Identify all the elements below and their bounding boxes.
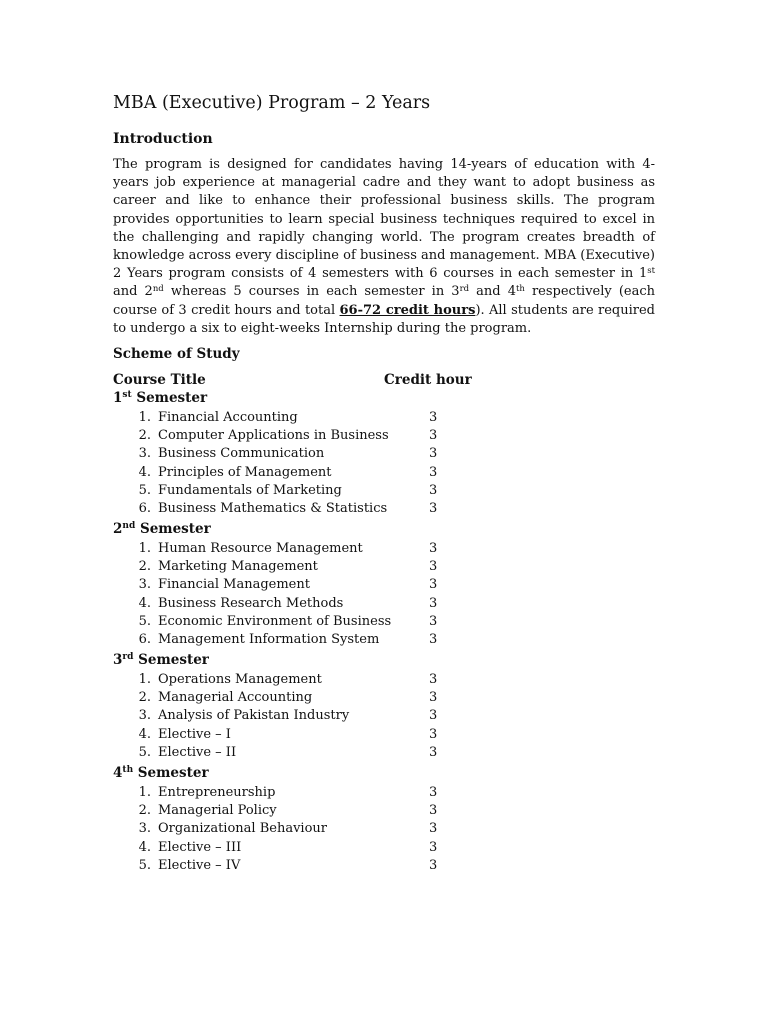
course-number: 1. <box>138 410 151 425</box>
intro-text-part: The program is designed for candidates having 14-years of education with 4-years job experience at managerial cadre and they want to adopt business as career and like to enhance their professional business skills. The program provides opportunities to learn special business techniques required to excel in the challenging and rapidly changing world. The program creates breadth of knowledge across every discipline of business and management. MBA (Executive) 2 Years program consists of 4 semesters with 6 courses in each semester in 1 <box>113 157 655 282</box>
total-credit-hours: 66-72 credit hours <box>339 302 476 318</box>
intro-text-part: whereas 5 courses in each semester in 3 <box>163 284 460 300</box>
course-row <box>113 613 453 631</box>
course-credit: 3 <box>429 559 438 575</box>
ordinal-suffix: nd <box>122 521 136 531</box>
course-credit: 3 <box>429 803 438 819</box>
course-row <box>113 857 453 875</box>
semester-number: 4 <box>113 765 123 781</box>
intro-text-part: and 2 <box>113 284 153 300</box>
course-number: 2. <box>138 559 151 575</box>
course-title: Human Resource Management <box>158 541 363 556</box>
course-row <box>113 707 453 725</box>
semester-label: Semester <box>135 521 211 537</box>
semester-label: Semester <box>133 652 209 668</box>
course-title: Elective – III <box>158 839 242 855</box>
course-number: 3. <box>138 708 151 724</box>
course-title: Economic Environment of Business <box>158 613 392 629</box>
course-title: Entrepreneurship <box>158 785 276 800</box>
course-number: 3. <box>138 577 151 593</box>
course-title: Elective – I <box>158 726 231 742</box>
course-number: 2. <box>138 428 151 444</box>
course-row <box>113 744 453 762</box>
course-row <box>113 445 453 463</box>
semester-1-course-list <box>113 409 453 518</box>
course-credit: 3 <box>429 595 438 611</box>
semester-4-course-list <box>113 784 453 875</box>
course-row <box>113 802 453 820</box>
course-row <box>113 482 453 500</box>
semester-label: Semester <box>131 390 208 406</box>
ordinal-suffix: st <box>122 390 132 400</box>
course-credit: 3 <box>429 577 438 593</box>
introduction-heading: Introduction <box>113 131 213 147</box>
ordinal-suffix: nd <box>152 284 164 295</box>
course-title: Marketing Management <box>158 559 318 575</box>
course-number: 5. <box>138 857 151 873</box>
course-row <box>113 631 453 649</box>
course-title: Business Communication <box>158 446 325 462</box>
course-credit: 3 <box>429 821 438 837</box>
ordinal-suffix: rd <box>459 284 470 295</box>
course-credit: 3 <box>429 744 438 760</box>
ordinal-suffix: th <box>122 765 134 775</box>
course-row <box>113 671 453 689</box>
course-number: 1. <box>138 672 151 687</box>
course-credit: 3 <box>429 482 438 498</box>
course-credit: 3 <box>429 839 438 855</box>
course-number: 4. <box>138 839 151 855</box>
course-title: Managerial Policy <box>158 803 277 819</box>
semester-4-heading <box>113 765 209 781</box>
course-credit: 3 <box>429 690 438 706</box>
semester-3-heading <box>113 652 209 668</box>
semester-2-heading <box>113 521 211 537</box>
course-title: Elective – IV <box>158 857 241 873</box>
course-title: Business Mathematics & Statistics <box>158 500 388 516</box>
introduction-paragraph <box>113 156 655 338</box>
course-row <box>113 409 453 427</box>
course-credit: 3 <box>429 631 438 647</box>
semester-number: 2 <box>113 521 123 537</box>
course-credit: 3 <box>429 446 438 462</box>
ordinal-suffix: th <box>515 284 525 295</box>
scheme-of-study-heading: Scheme of Study <box>113 346 240 362</box>
course-title: Operations Management <box>158 672 322 687</box>
intro-text-part: and 4 <box>469 284 516 300</box>
course-row <box>113 576 453 594</box>
semester-number: 1 <box>113 390 123 406</box>
course-title: Management Information System <box>158 631 380 647</box>
course-number: 2. <box>138 803 151 819</box>
course-number: 2. <box>138 690 151 706</box>
course-credit: 3 <box>429 708 438 724</box>
course-number: 5. <box>138 482 151 498</box>
intro-text-part: respectively (each course of 3 credit hours and total <box>113 284 655 318</box>
course-table-header <box>113 372 533 388</box>
course-title-column-header: Course Title <box>113 372 206 388</box>
course-credit: 3 <box>429 785 438 800</box>
course-number: 4. <box>138 595 151 611</box>
semester-label: Semester <box>133 765 209 781</box>
course-title: Business Research Methods <box>158 595 344 611</box>
course-credit: 3 <box>429 428 438 444</box>
course-row <box>113 839 453 857</box>
course-row <box>113 540 453 558</box>
course-credit: 3 <box>429 857 438 873</box>
course-title: Financial Management <box>158 577 310 593</box>
course-title: Analysis of Pakistan Industry <box>158 708 350 724</box>
semester-3-course-list <box>113 671 453 762</box>
course-number: 5. <box>138 613 151 629</box>
course-number: 1. <box>138 785 151 800</box>
course-row <box>113 464 453 482</box>
course-number: 4. <box>138 726 151 742</box>
credit-hour-column-header: Credit hour <box>384 372 472 388</box>
course-number: 6. <box>138 631 151 647</box>
course-row <box>113 784 453 802</box>
course-number: 3. <box>138 821 151 837</box>
course-row <box>113 558 453 576</box>
page-title: MBA (Executive) Program – 2 Years <box>113 93 431 113</box>
course-row <box>113 427 453 445</box>
course-row <box>113 820 453 838</box>
course-credit: 3 <box>429 500 438 516</box>
course-credit: 3 <box>429 672 438 687</box>
course-credit: 3 <box>429 541 438 556</box>
course-number: 3. <box>138 446 151 462</box>
course-title: Organizational Behaviour <box>158 821 327 837</box>
course-title: Financial Accounting <box>158 410 298 425</box>
course-number: 4. <box>138 464 151 480</box>
semester-number: 3 <box>113 652 123 668</box>
course-credit: 3 <box>429 726 438 742</box>
ordinal-suffix: rd <box>122 652 134 662</box>
course-title: Elective – II <box>158 744 237 760</box>
course-title: Fundamentals of Marketing <box>158 482 342 498</box>
course-row <box>113 500 453 518</box>
ordinal-suffix: st <box>647 266 655 277</box>
course-number: 6. <box>138 500 151 516</box>
course-title: Managerial Accounting <box>158 690 313 706</box>
course-title: Principles of Management <box>158 464 332 480</box>
course-row <box>113 689 453 707</box>
course-credit: 3 <box>429 464 438 480</box>
intro-text-part: ). All students are required to undergo a six to eight-weeks Internship during the program. <box>113 302 656 336</box>
semester-2-course-list <box>113 540 453 649</box>
course-title: Computer Applications in Business <box>158 428 389 444</box>
course-row <box>113 726 453 744</box>
course-number: 1. <box>138 541 151 556</box>
course-row <box>113 595 453 613</box>
course-credit: 3 <box>429 613 438 629</box>
course-number: 5. <box>138 744 151 760</box>
course-credit: 3 <box>429 410 438 425</box>
semester-1-heading <box>113 390 207 406</box>
